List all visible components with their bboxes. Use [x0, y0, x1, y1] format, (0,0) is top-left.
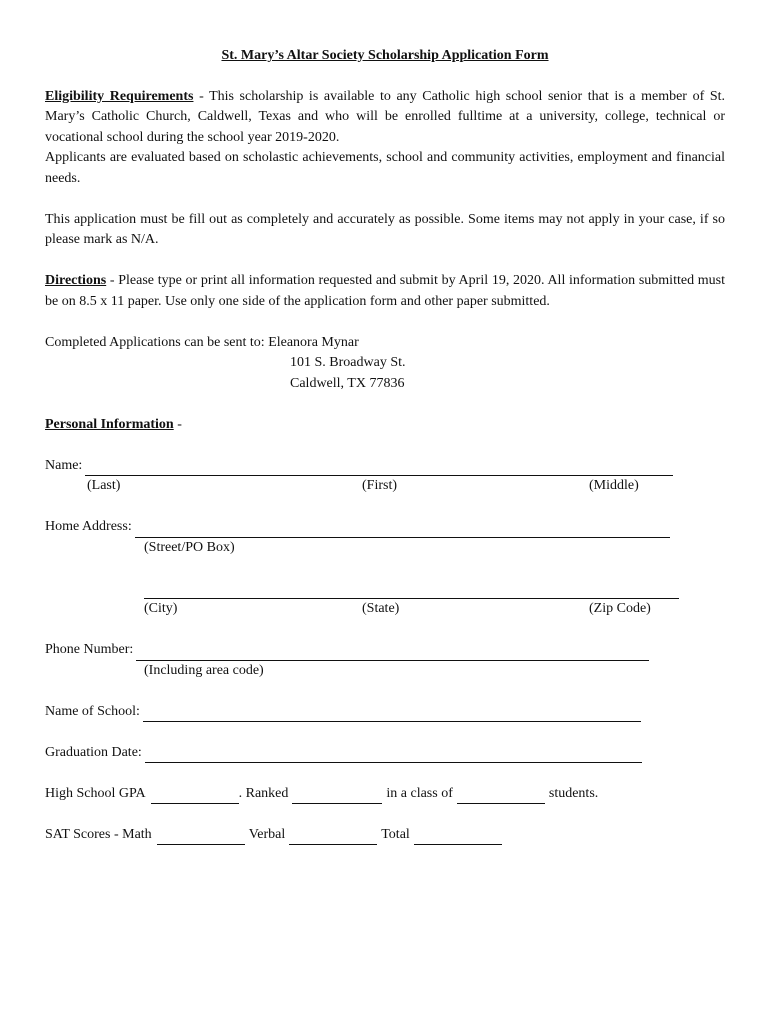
application-form [45, 46, 725, 845]
address-sublabels [45, 538, 725, 559]
city-row [45, 579, 725, 600]
name-row [45, 456, 725, 477]
graduation-label: Graduation Date: [45, 744, 142, 760]
address-field[interactable] [135, 523, 670, 538]
city-sublabel: (City) [144, 601, 178, 616]
sat-row [45, 825, 725, 846]
address-row [45, 517, 725, 538]
state-sublabel: (State) [362, 601, 400, 616]
class-size-field[interactable] [457, 789, 545, 804]
personal-info-heading-row [45, 415, 725, 436]
directions-text: - Please type or print all information requested and submit by April 19, 2020. All information submitted must be on 8.5 x 11 paper. Use only one side of the application form and other paper submitted. [45, 273, 725, 309]
send-to-block [45, 333, 725, 395]
phone-label: Phone Number: [45, 642, 134, 657]
eligibility-text: - This scholarship is available to any Catholic high school senior that is a member of St. Mary’s Catholic Church, Caldwell, Texas and who will be enrolled fulltime at a university, college, technical or vocational school during the school year 2019-2020. [45, 88, 726, 145]
city-state-zip-field[interactable] [144, 584, 679, 599]
school-label: Name of School: [45, 703, 140, 719]
personal-info-heading: Personal Information [45, 416, 174, 432]
sat-verbal-field[interactable] [289, 830, 377, 845]
gpa-field[interactable] [151, 789, 239, 804]
rank-field[interactable] [292, 789, 382, 804]
directions-paragraph [45, 271, 725, 312]
phone-field[interactable] [136, 646, 649, 661]
name-label: Name: [45, 457, 83, 473]
name-field[interactable] [85, 461, 673, 476]
school-field[interactable] [143, 707, 641, 722]
phone-row [45, 640, 725, 661]
sat-total-label: Total [381, 826, 410, 842]
class-label: in a class of [386, 785, 453, 801]
send-to-street: 101 S. Broadway St. [290, 355, 406, 370]
first-name-sublabel: (First) [362, 478, 397, 493]
graduation-field[interactable] [145, 748, 642, 763]
address-label: Home Address: [45, 519, 132, 534]
zip-sublabel: (Zip Code) [589, 601, 651, 616]
sat-verbal-label: Verbal [248, 826, 286, 842]
send-to-city: Caldwell, TX 77836 [290, 375, 405, 391]
instructions-paragraph: This application must be fill out as completely and accurately as possible. Some items may not apply in your case, if so please mark as N/A. [45, 211, 725, 247]
send-to-label: Completed Applications can be sent to: [45, 334, 269, 350]
last-name-sublabel: (Last) [87, 478, 121, 493]
form-title: St. Mary’s Altar Society Scholarship Application Form [221, 48, 549, 63]
middle-name-sublabel: (Middle) [589, 478, 639, 493]
students-label: students. [548, 785, 599, 801]
sat-total-field[interactable] [414, 830, 502, 845]
street-sublabel: (Street/PO Box) [144, 539, 235, 555]
send-to-name: Eleanora Mynar [268, 334, 359, 350]
name-sublabels [45, 476, 725, 497]
directions-heading: Directions [45, 273, 107, 288]
gpa-row [45, 784, 725, 805]
eligibility-heading: Eligibility Requirements [45, 88, 194, 104]
phone-sublabels [45, 661, 725, 682]
personal-info-suffix: - [173, 416, 182, 432]
evaluation-paragraph: Applicants are evaluated based on scholastic achievements, school and community activities, employment and financial needs. [45, 150, 725, 186]
school-row [45, 702, 725, 723]
sat-math-label: SAT Scores - Math [45, 826, 152, 842]
city-sublabels [45, 599, 725, 620]
ranked-label: . Ranked [238, 785, 289, 801]
phone-sublabel: (Including area code) [144, 662, 264, 678]
sat-math-field[interactable] [157, 830, 245, 845]
eligibility-paragraph [45, 87, 725, 149]
graduation-row [45, 743, 725, 764]
gpa-label: High School GPA [45, 785, 146, 801]
